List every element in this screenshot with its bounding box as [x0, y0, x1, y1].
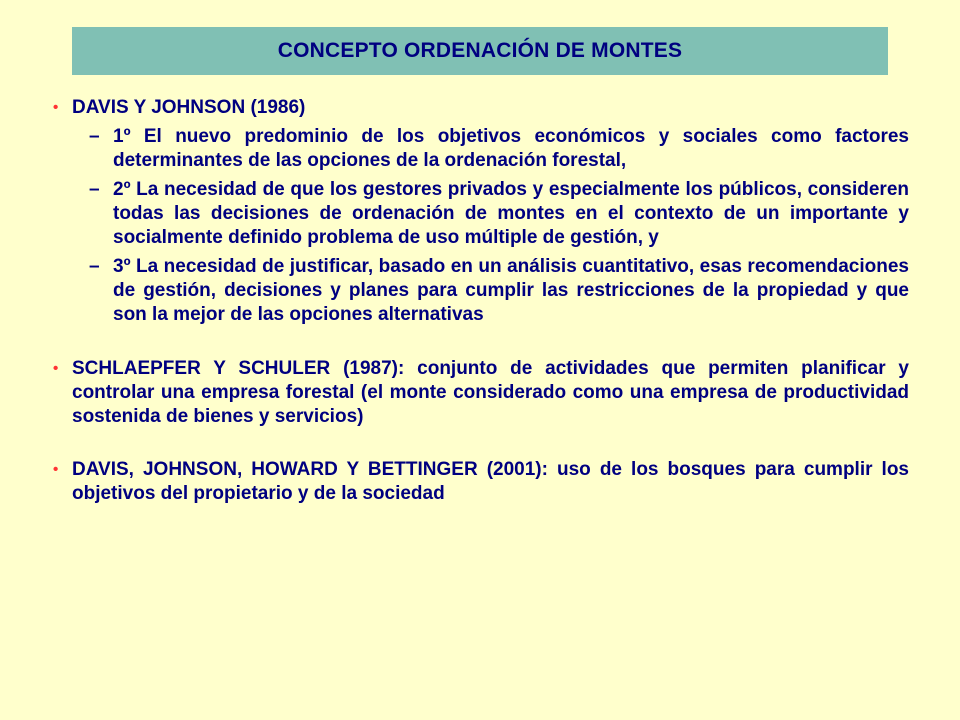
- sub-item: [89, 255, 909, 327]
- bullet-item: [53, 357, 909, 429]
- sub-item-text: 3º La necesidad de justificar, basado en un análisis cuantitativo, esas recomendaciones de gestión, decisiones y planes para cumplir las restricciones de la propiedad y que son la mejor de las opciones alternativas: [113, 256, 909, 325]
- bullet-item: [53, 458, 909, 506]
- bullet-icon: •: [53, 360, 59, 377]
- sub-item-text: 2º La necesidad de que los gestores privados y especialmente los públicos, consideren todas las decisiones de ordenación de montes en el contexto de un importante y socialmente definido problema de uso múltiple de gestión, y: [113, 179, 909, 248]
- bullet-text: DAVIS Y JOHNSON (1986): [72, 97, 306, 118]
- dash-icon: –: [89, 256, 100, 277]
- spacer: [53, 429, 909, 458]
- bullet-item: [53, 96, 909, 120]
- title-bar: [72, 27, 888, 75]
- dash-icon: –: [89, 179, 100, 200]
- bullet-text: SCHLAEPFER Y SCHULER (1987): conjunto de actividades que permiten planificar y controlar una empresa forestal (el monte considerado como una empresa de productividad sostenida de bienes y servicios): [72, 358, 909, 427]
- bullet-icon: •: [53, 99, 59, 116]
- sub-item-text: 1º El nuevo predominio de los objetivos económicos y sociales como factores determinantes de las opciones de la ordenación forestal,: [113, 126, 909, 171]
- dash-icon: –: [89, 126, 100, 147]
- sub-item: [89, 125, 909, 173]
- sub-item: [89, 178, 909, 250]
- bullet-icon: •: [53, 461, 59, 478]
- slide-title: CONCEPTO ORDENACIÓN DE MONTES: [277, 39, 683, 62]
- slide-content: [53, 96, 909, 506]
- spacer: [53, 332, 909, 357]
- bullet-text: DAVIS, JOHNSON, HOWARD Y BETTINGER (2001): uso de los bosques para cumplir los objetivos del propietario y de la sociedad: [72, 459, 909, 504]
- sub-list: [89, 125, 909, 327]
